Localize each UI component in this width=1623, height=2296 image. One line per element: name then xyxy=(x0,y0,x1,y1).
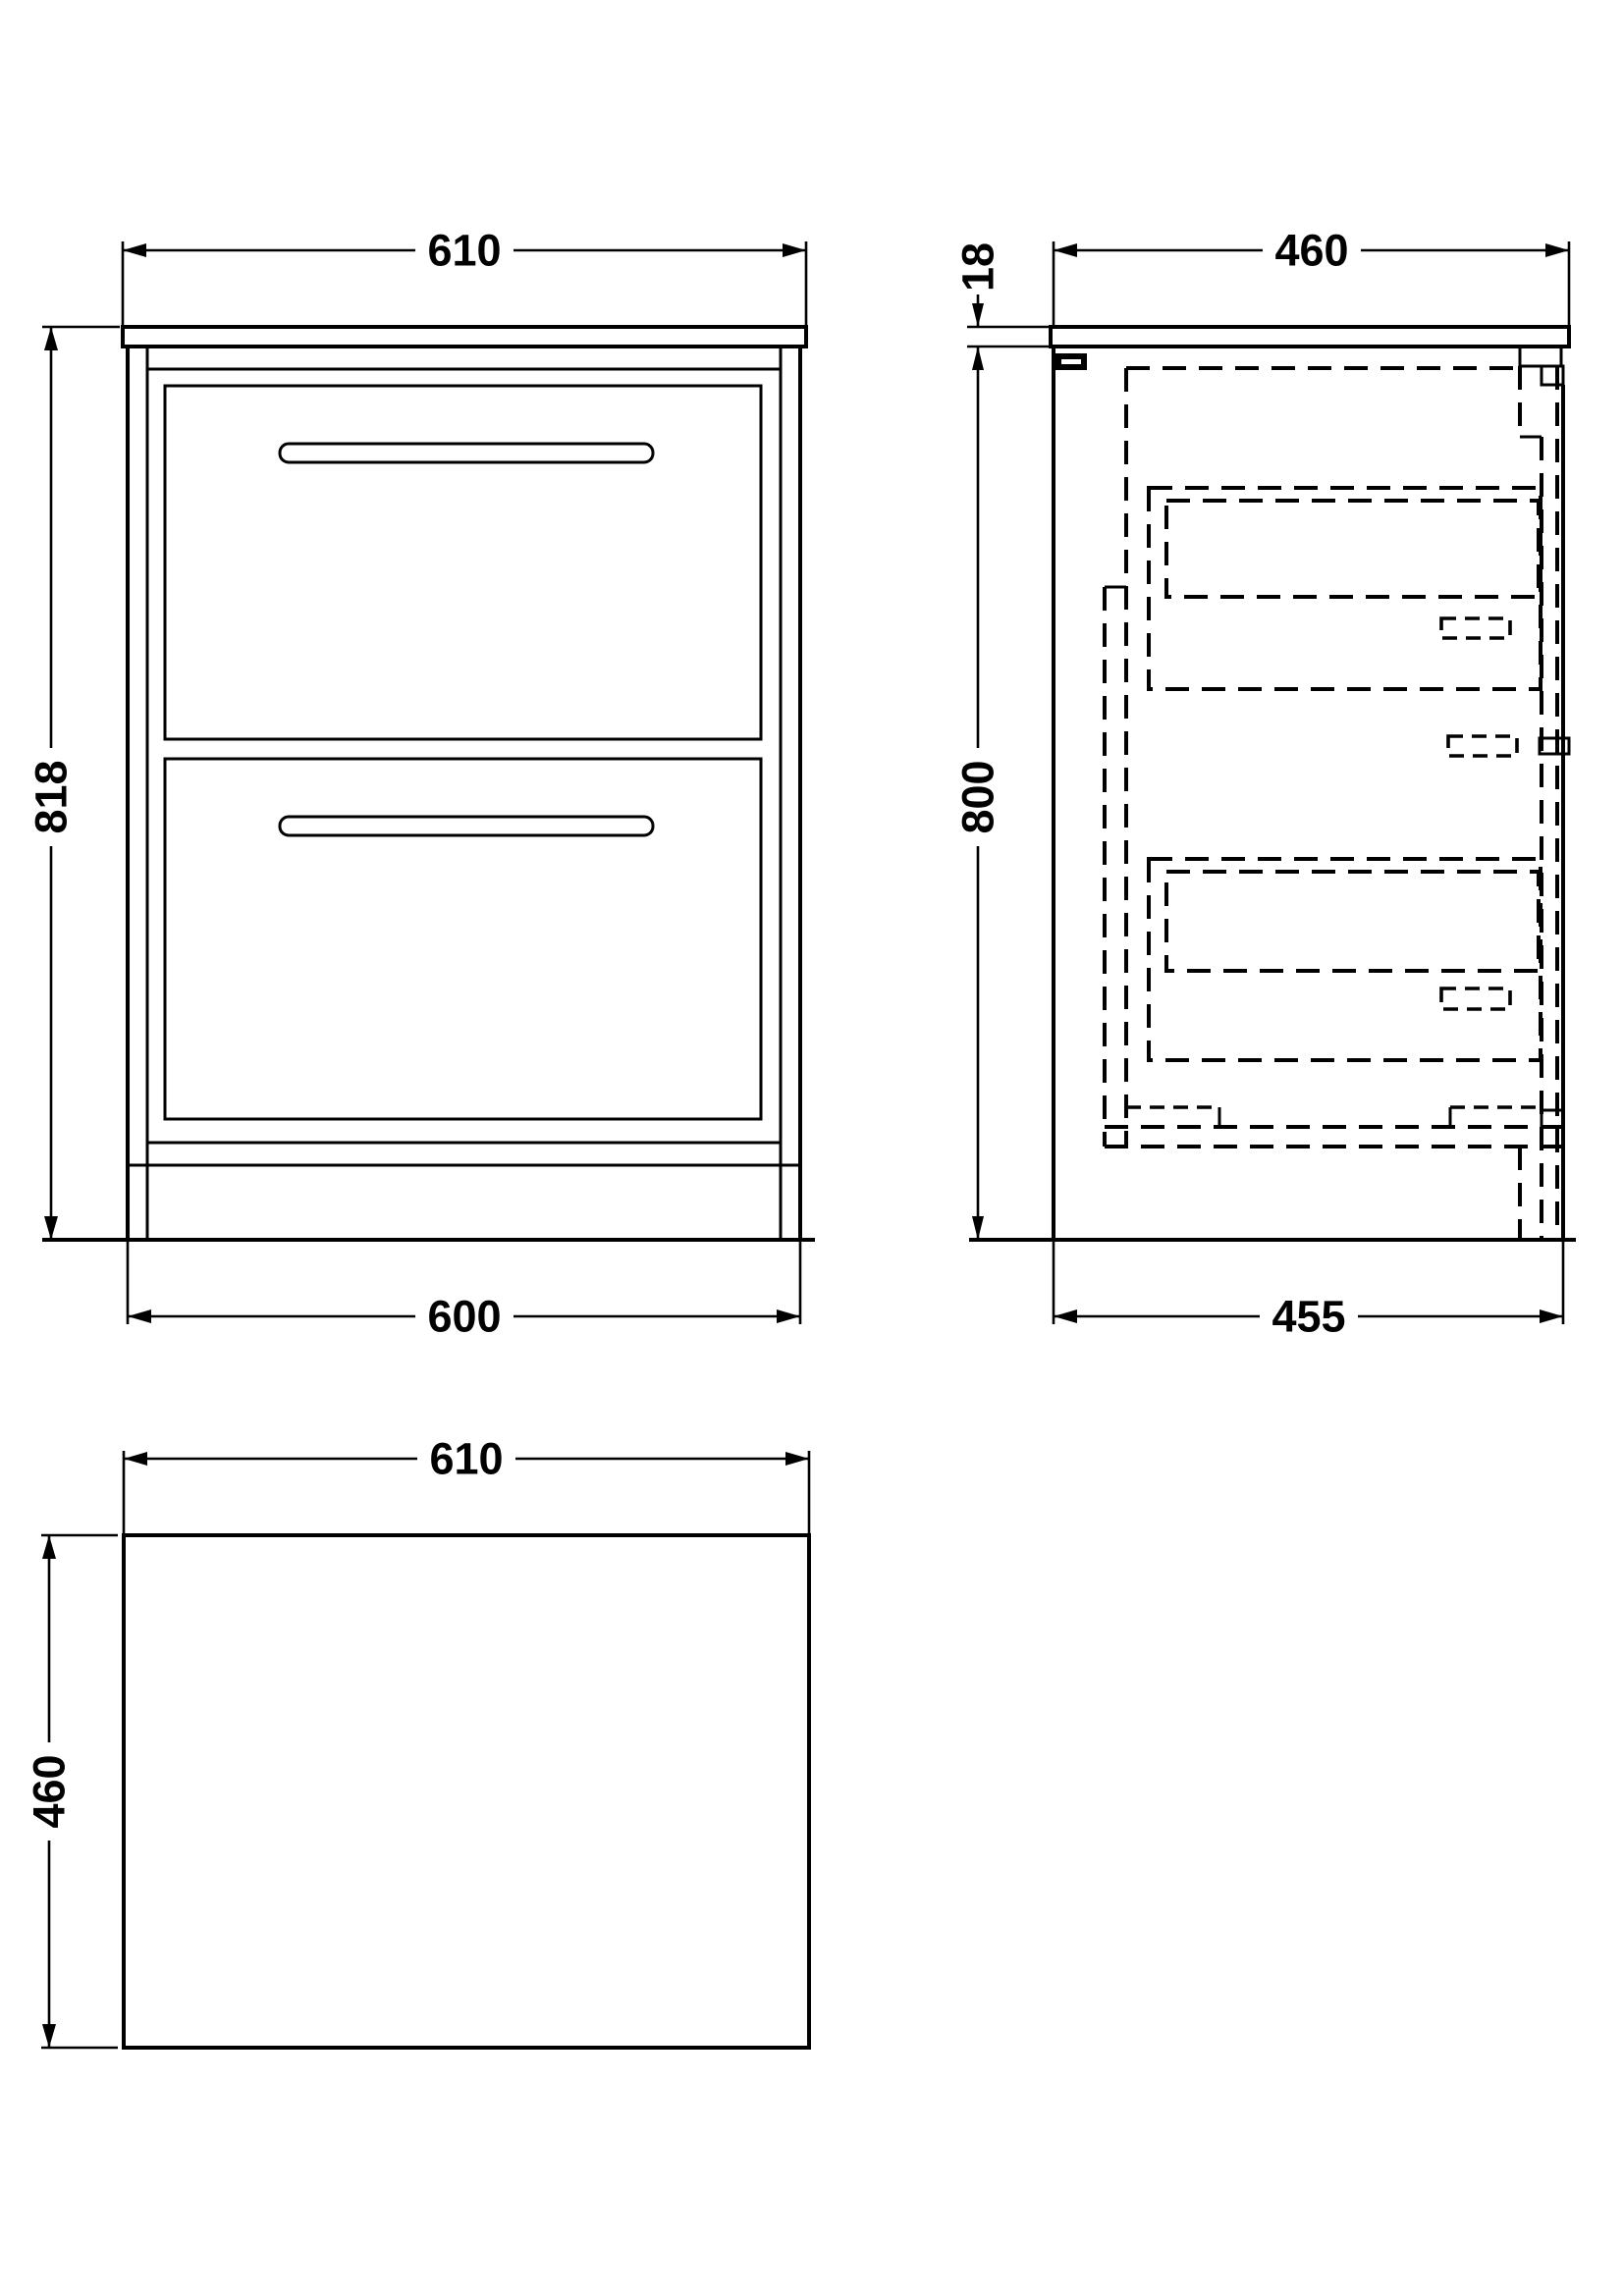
drawer-box-outer xyxy=(1149,859,1541,1060)
arrowhead xyxy=(44,327,58,350)
arrowhead xyxy=(972,303,984,327)
arrowhead xyxy=(42,1535,56,1559)
front-cabinet-body xyxy=(42,347,815,1240)
clip-slot xyxy=(1061,359,1081,364)
front-dim-height xyxy=(27,327,121,1240)
arrowhead xyxy=(777,1309,800,1323)
arrowhead xyxy=(124,1452,147,1466)
dimension-label: 460 xyxy=(24,1754,75,1829)
drawer-front xyxy=(165,386,761,739)
side-mid-bracket xyxy=(1448,736,1569,756)
arrowhead xyxy=(972,347,984,370)
arrowhead xyxy=(783,243,806,257)
arrowhead xyxy=(123,243,146,257)
arrowhead xyxy=(1054,1309,1077,1323)
dimension-label: 460 xyxy=(1274,225,1349,276)
front-view xyxy=(27,226,816,1342)
front-drawer-bottom xyxy=(165,759,761,1119)
drawer-box-inner xyxy=(1166,501,1539,597)
back-top-rail xyxy=(1520,347,1561,366)
drawer-handle xyxy=(280,444,653,462)
side-dim-height xyxy=(953,347,1003,1240)
arrowhead xyxy=(42,2024,56,2048)
dimension-label: 610 xyxy=(427,225,502,276)
front-drawer-top xyxy=(165,386,761,739)
dimension-label: 800 xyxy=(952,760,1003,834)
drawer-runner xyxy=(1441,988,1510,1009)
plan-countertop-outline xyxy=(124,1535,809,2048)
front-countertop xyxy=(123,327,806,347)
dimension-label: 818 xyxy=(26,760,77,834)
plan-view xyxy=(25,1434,810,2049)
plan-dim-width xyxy=(124,1434,809,1536)
side-view xyxy=(953,226,1577,1342)
runner-block-hidden xyxy=(1448,736,1517,756)
arrowhead xyxy=(1054,243,1077,257)
arrowhead xyxy=(1540,1309,1563,1323)
side-upper-drawer-hidden xyxy=(1149,488,1541,689)
front-dim-width-bottom xyxy=(128,1240,800,1342)
back-top-rail-step xyxy=(1542,366,1563,385)
drawer-handle xyxy=(280,817,653,835)
arrowhead xyxy=(128,1309,151,1323)
side-fixing-clip xyxy=(1055,353,1087,370)
dimension-label: 18 xyxy=(952,241,1003,293)
side-dim-counter-thickness xyxy=(953,242,1052,347)
side-countertop xyxy=(1051,327,1569,347)
dimension-label: 610 xyxy=(429,1433,504,1484)
side-lower-drawer-hidden xyxy=(1149,859,1541,1060)
arrowhead xyxy=(972,1216,984,1240)
drawer-front xyxy=(165,759,761,1119)
arrowhead xyxy=(785,1452,809,1466)
dimension-label: 455 xyxy=(1271,1291,1346,1342)
arrowhead xyxy=(44,1216,58,1240)
drawer-runner xyxy=(1441,618,1510,638)
drawer-box-inner xyxy=(1166,872,1539,971)
drawer-box-outer xyxy=(1149,488,1541,689)
side-dim-depth-bottom xyxy=(1054,1240,1563,1342)
arrowhead xyxy=(1545,243,1569,257)
side-dim-depth-top xyxy=(1054,226,1569,328)
plan-dim-depth xyxy=(25,1535,119,2048)
dimension-label: 600 xyxy=(427,1291,502,1342)
side-hidden-structure xyxy=(1105,366,1563,1240)
back-foot-bracket xyxy=(1542,1110,1563,1127)
front-dim-width-top xyxy=(123,226,806,328)
